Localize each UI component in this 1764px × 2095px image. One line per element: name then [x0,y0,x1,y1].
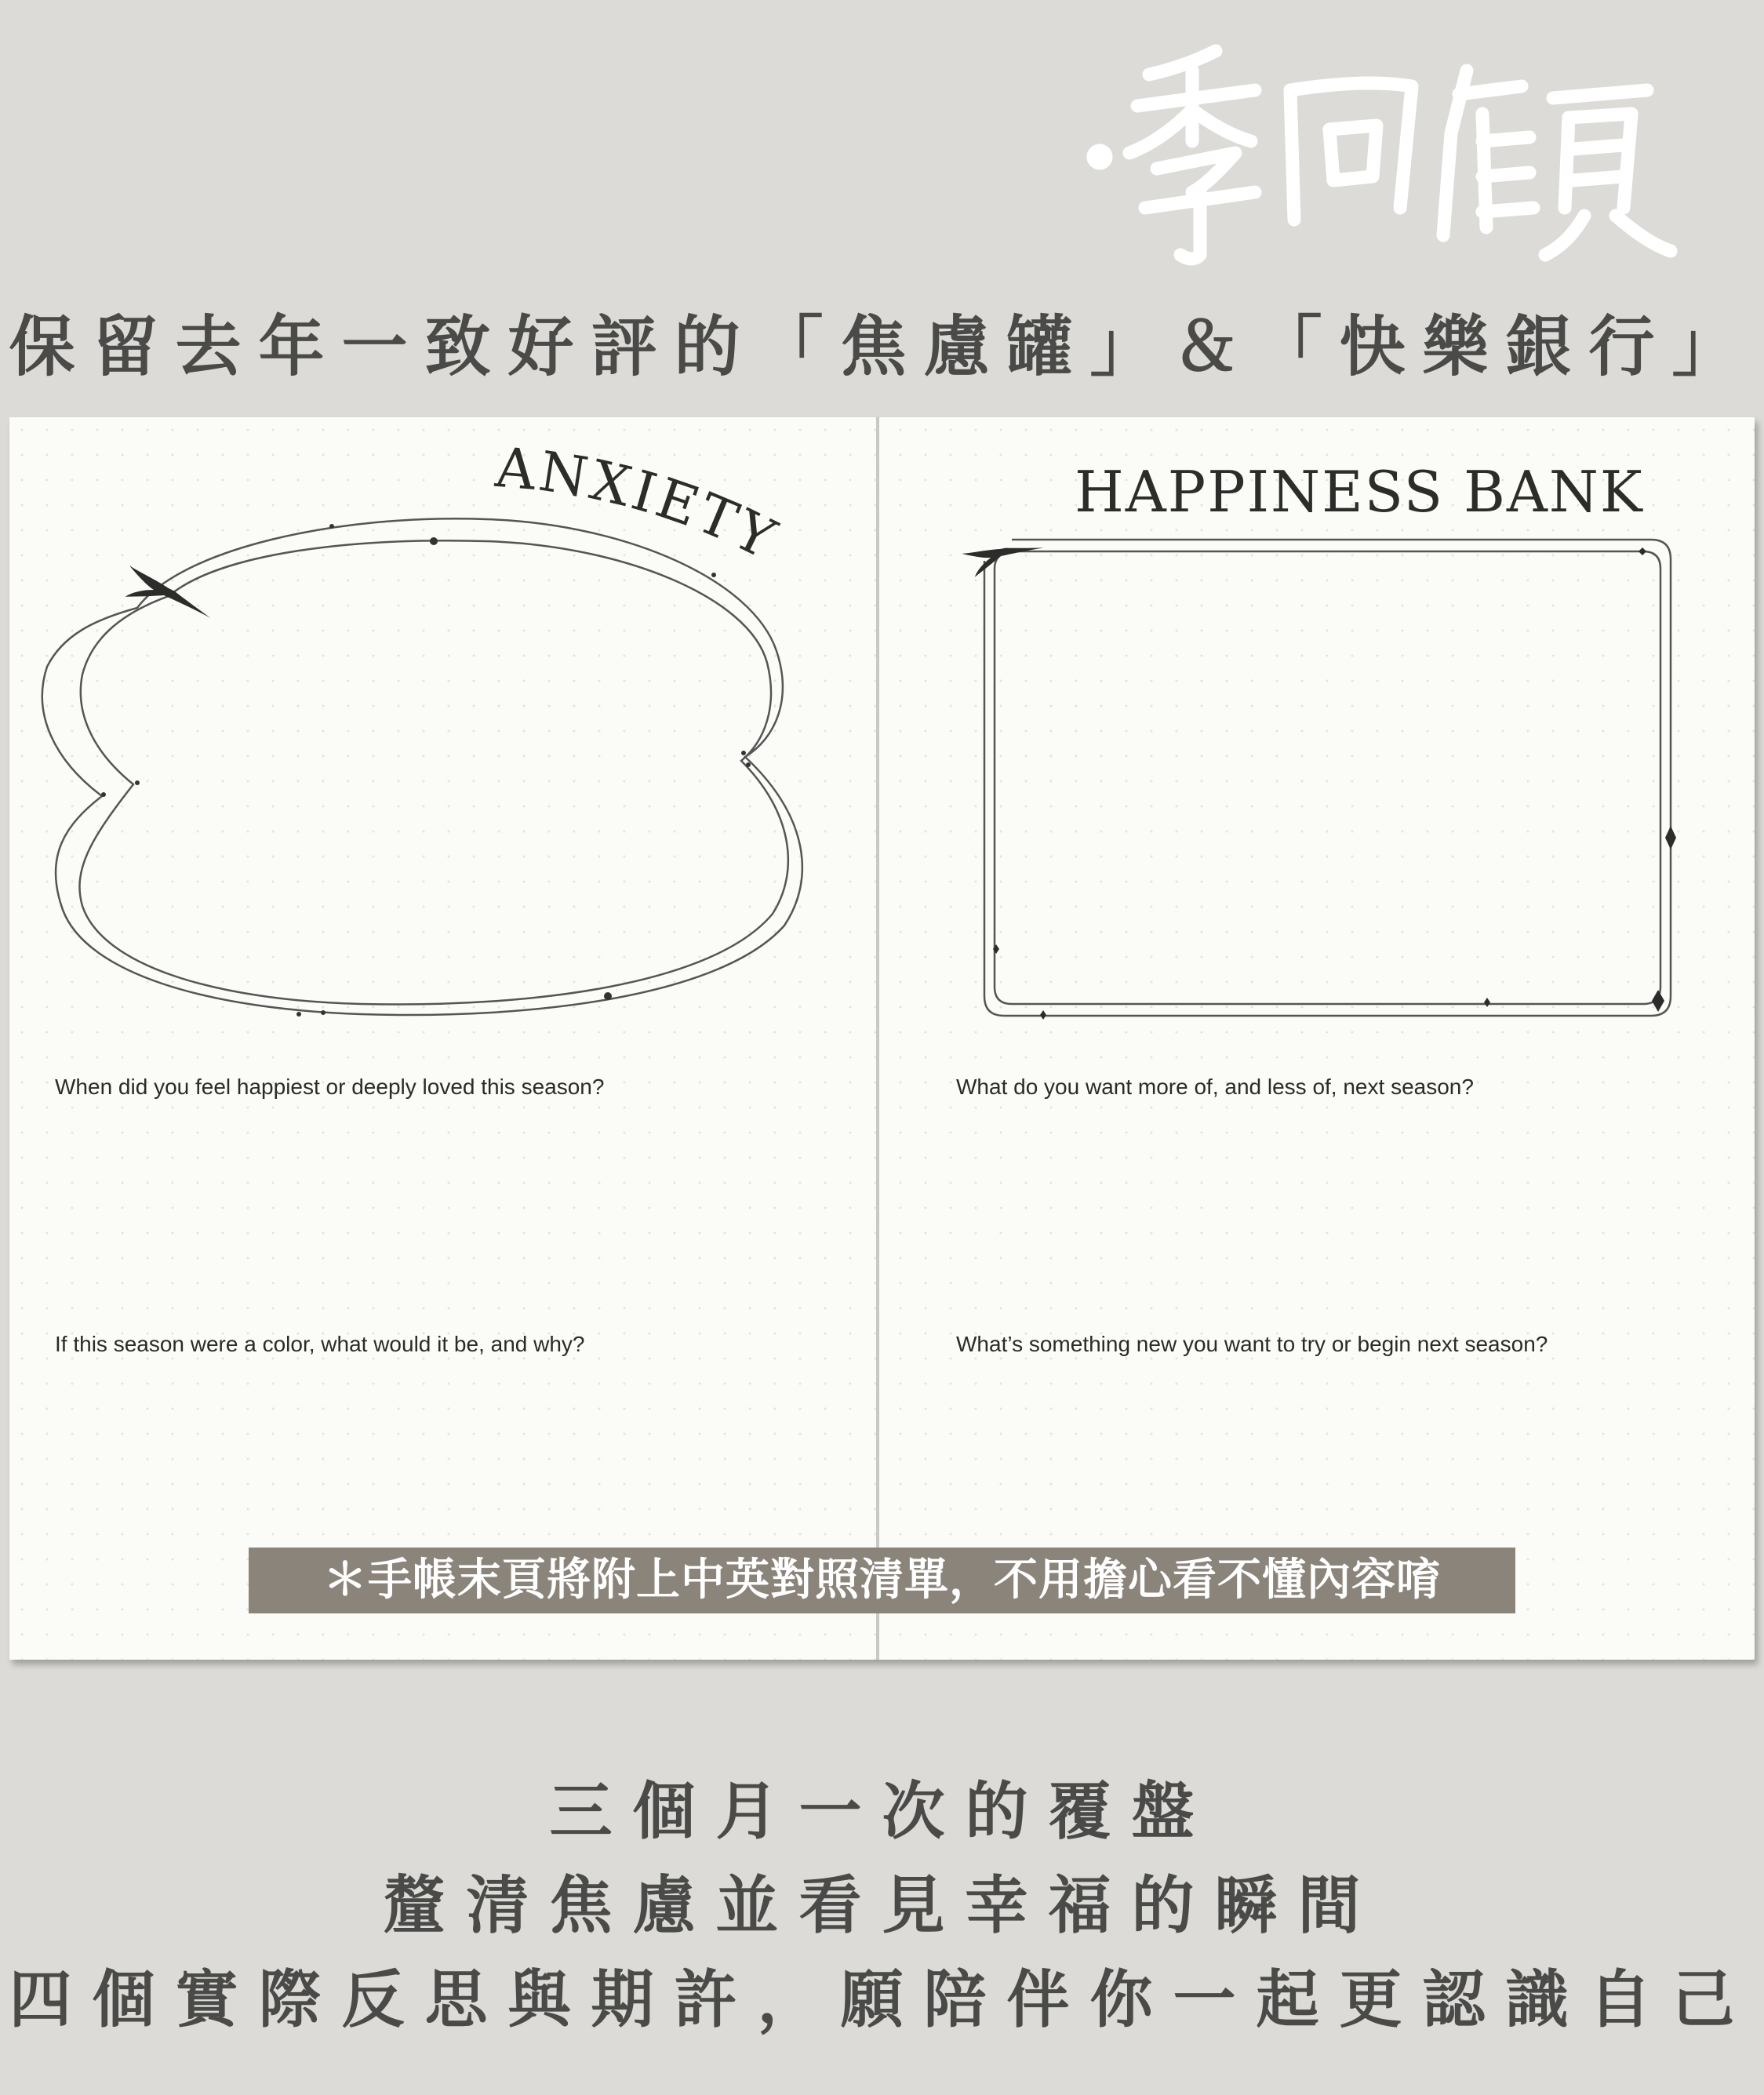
summary-line-1: 三個月一次的覆盤 [549,1774,1215,1848]
prompt-happiest: When did you feel happiest or deeply loved this season? [55,1075,605,1099]
headline: 保留去年一致好評的「焦慮罐」＆「快樂銀行」 [9,307,1755,385]
summary-line-2: 釐清焦慮並看見幸福的瞬間 [383,1868,1381,1942]
anxiety-title: ANXIETY [493,435,788,573]
prompt-something-new: What’s something new you want to try or begin next season? [956,1332,1548,1356]
happiness-bank-title: HAPPINESS BANK [1075,459,1644,525]
translation-note: ＊手帳末頁將附上中英對照清單，不用擔心看不懂內容唷 [249,1548,1515,1613]
prompt-color: If this season were a color, what would it be, and why? [55,1332,585,1356]
diamond-icon [993,547,1676,1020]
happiness-bank-frame [984,540,1671,1016]
prompt-more-less: What do you want more of, and less of, next season? [956,1075,1474,1099]
summary-line-3: 四個實際反思與期許，願陪伴你一起更認識自己 [9,1962,1755,2036]
anxiety-jar-dots [101,524,751,1017]
